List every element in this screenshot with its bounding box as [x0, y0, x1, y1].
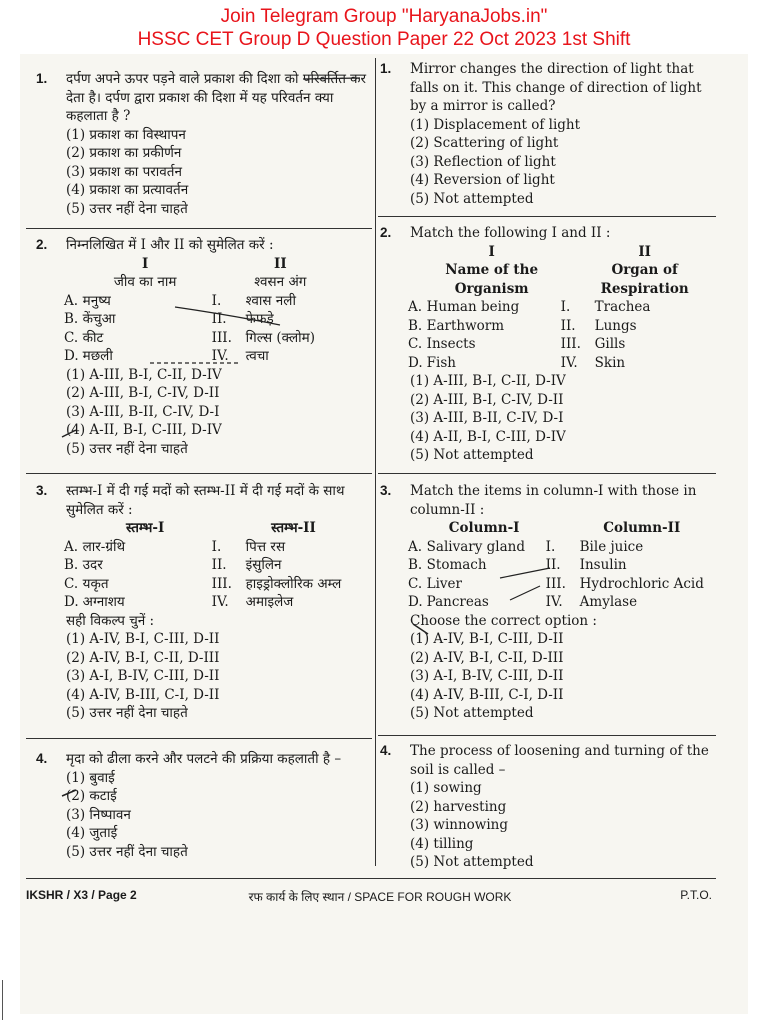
- option: (3) प्रकाश का परावर्तन: [66, 163, 182, 180]
- option: (3) A-III, B-II, C-IV, D-I: [410, 410, 564, 426]
- tick-mark: [62, 430, 76, 437]
- option: (5) उत्तर नहीं देना चाहते: [66, 705, 188, 721]
- table-row: A. Salivary gland I. Bile juice: [408, 538, 644, 555]
- table-row: D. Fish IV. Skin: [408, 354, 626, 371]
- tick-mark: [62, 790, 76, 796]
- option: (3) Reflection of light: [410, 153, 556, 170]
- match-line-mark: [510, 586, 540, 600]
- table-row: A. मनुष्य I. श्वास नली: [64, 292, 296, 309]
- underline-mark: [303, 78, 360, 79]
- telegram-banner: Join Telegram Group "HaryanaJobs.in": [220, 6, 548, 27]
- question-number: 2.: [36, 237, 48, 252]
- table-row: D. मछली IV. त्वचा: [64, 348, 269, 364]
- column-heading: जीव का नाम: [113, 274, 177, 290]
- column-label: I: [141, 255, 149, 272]
- option: (1) प्रकाश का विस्थापन: [66, 126, 186, 143]
- question-number: 3.: [380, 483, 392, 498]
- option: (1) sowing: [410, 780, 482, 796]
- question-text: The process of loosening and turning of the soil is called –: [410, 743, 709, 778]
- option: (2) प्रकाश का प्रकीर्णन: [66, 145, 182, 161]
- tick-mark: [413, 624, 428, 634]
- table-row: C. कीट III. गिल्स (क्लोम): [64, 329, 316, 346]
- table-row: B. केंचुआ II. फेफड़े: [64, 311, 274, 327]
- match-line-mark: [175, 307, 280, 325]
- option: (1) A-IV, B-I, C-III, D-II: [410, 631, 564, 647]
- question-text: स्तम्भ-I में दी गई मदों को स्तम्भ-II में दी गई मदों के साथ सुमेलित करें :: [66, 483, 345, 518]
- option: (4) A-II, B-I, C-III, D-IV: [66, 422, 222, 438]
- question-text: Match the following I and II :: [410, 225, 611, 241]
- column-heading: Column-II: [603, 520, 681, 536]
- question-text: Match the items in column-I with those in column-II :: [410, 483, 697, 518]
- column-heading: स्तम्भ-II: [271, 520, 316, 536]
- option: (5) Not attempted: [410, 190, 534, 207]
- option: (5) Not attempted: [410, 447, 534, 463]
- table-row: D. अग्नाशय IV. अमाइलेज: [64, 594, 294, 610]
- column-heading: श्वसन अंग: [254, 274, 307, 290]
- table-row: B. Earthworm II. Lungs: [408, 317, 637, 334]
- column-heading: Organ of Respiration: [600, 262, 689, 297]
- option: (4) Reversion of light: [410, 172, 555, 188]
- option: (2) कटाई: [66, 788, 117, 804]
- option: (2) Scattering of light: [410, 135, 559, 151]
- option: (4) A-II, B-I, C-III, D-IV: [410, 428, 566, 445]
- column-label: I: [488, 243, 495, 260]
- column-heading: Column-I: [448, 520, 520, 536]
- table-row: B. उदर II. इंसुलिन: [64, 557, 282, 573]
- option: (1) A-III, B-I, C-II, D-IV: [66, 366, 222, 383]
- option: (2) A-III, B-I, C-IV, D-II: [410, 391, 564, 408]
- option: (4) प्रकाश का प्रत्यावर्तन: [66, 182, 189, 198]
- question-number: 2.: [380, 225, 392, 240]
- question-number: 4.: [36, 751, 48, 766]
- option: (3) A-I, B-IV, C-III, D-II: [66, 668, 220, 684]
- question-number: 3.: [36, 483, 48, 498]
- option: (4) tilling: [410, 835, 474, 852]
- option: (5) Not attempted: [410, 854, 534, 870]
- option: (2) A-III, B-I, C-IV, D-II: [66, 385, 220, 401]
- option: (4) A-IV, B-III, C-I, D-II: [410, 686, 564, 703]
- option: (3) A-I, B-IV, C-III, D-II: [410, 668, 564, 684]
- column-heading: Name of the Organism: [445, 262, 539, 297]
- table-row: C. Liver III. Hydrochloric Acid: [408, 575, 704, 592]
- option: (3) A-III, B-II, C-IV, D-I: [66, 403, 220, 420]
- paper-title: HSSC CET Group D Question Paper 22 Oct 2023 1st Shift: [137, 29, 631, 50]
- column-label: II: [274, 255, 287, 272]
- option: (5) उत्तर नहीं देना चाहते: [66, 440, 188, 457]
- table-row: A. Human being I. Trachea: [408, 299, 651, 315]
- match-line-mark: [500, 568, 550, 578]
- table-row: C. Insects III. Gills: [408, 336, 626, 352]
- table-row: A. लार-ग्रंथि I. पित्त रस: [64, 538, 286, 555]
- option: (1) A-IV, B-I, C-III, D-II: [66, 631, 220, 647]
- question-number: 4.: [380, 743, 392, 758]
- question-number: 1.: [380, 61, 392, 76]
- question-text: Mirror changes the direction of light that falls on it. This change of direction of light by a mirror is called?: [410, 61, 702, 114]
- option: (5) Not attempted: [410, 705, 534, 721]
- table-row: D. Pancreas IV. Amylase: [408, 594, 638, 610]
- option: (2) harvesting: [410, 798, 507, 815]
- question-text: मृदा को ढीला करने और पलटने की प्रक्रिया कहलाती है –: [66, 751, 342, 767]
- rough-work-label: रफ कार्य के लिए स्थान / SPACE FOR ROUGH WORK: [248, 890, 512, 904]
- option: (5) उत्तर नहीं देना चाहते: [66, 843, 188, 860]
- choose-instruction: Choose the correct option :: [410, 612, 597, 629]
- page-number: IKSHR / X3 / Page 2: [26, 888, 137, 902]
- pto-label: P.T.O.: [680, 888, 712, 902]
- option: (4) जुताई: [66, 825, 118, 841]
- option: (3) winnowing: [410, 817, 509, 833]
- question-text: दर्पण अपने ऊपर पड़ने वाले प्रकाश की दिशा को परिवर्तित कर देता है। दर्पण द्वारा प्रकाश की दिशा में यह परिवर्तन क्या कहलाता है ?: [66, 71, 367, 124]
- option: (2) A-IV, B-I, C-II, D-III: [66, 649, 220, 666]
- option: (3) निष्पावन: [66, 806, 131, 823]
- option: (4) A-IV, B-III, C-I, D-II: [66, 686, 220, 703]
- option: (1) Displacement of light: [410, 116, 581, 133]
- option: (1) A-III, B-I, C-II, D-IV: [410, 373, 566, 389]
- page-edge-line: [2, 980, 3, 1020]
- column-label: II: [638, 243, 651, 260]
- column-heading: स्तम्भ-I: [125, 520, 165, 536]
- question-number: 1.: [36, 71, 48, 86]
- option: (5) उत्तर नहीं देना चाहते: [66, 200, 188, 217]
- option: (1) बुवाई: [66, 769, 115, 786]
- option: (2) A-IV, B-I, C-II, D-III: [410, 649, 564, 666]
- table-row: B. Stomach II. Insulin: [408, 557, 627, 573]
- question-text: निम्नलिखित में I और II को सुमेलित करें :: [66, 237, 274, 253]
- table-row: C. यकृत III. हाइड्रोक्लोरिक अम्ल: [64, 575, 342, 592]
- choose-instruction: सही विकल्प चुनें :: [66, 612, 155, 629]
